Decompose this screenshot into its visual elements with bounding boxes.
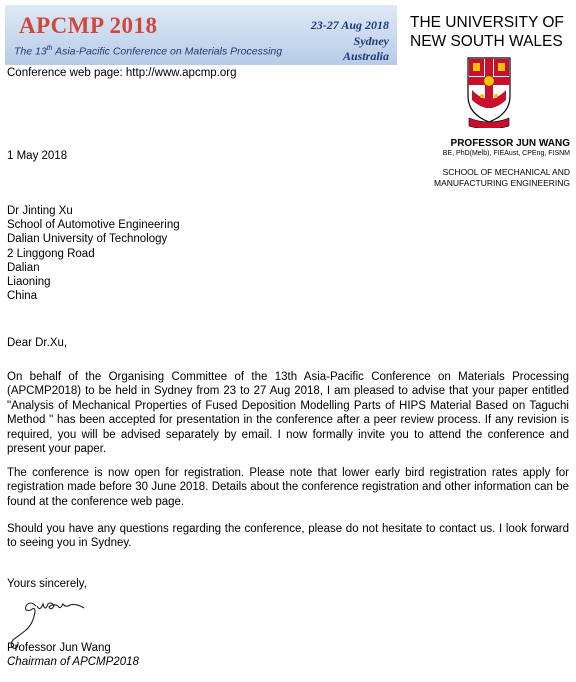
university-crest-icon — [466, 56, 512, 128]
address-line: Dalian — [7, 261, 40, 274]
professor-credentials: BE, PhD(Melb), FIEAust, CPEng, FISNM — [442, 150, 570, 157]
address-line: 2 Linggong Road — [7, 247, 95, 260]
banner-dates: 23-27 Aug 2018 — [310, 18, 389, 32]
signer-title: Chairman of APCMP2018 — [7, 656, 139, 668]
salutation: Dear Dr.Xu, — [7, 337, 68, 349]
banner-title: APCMP 2018 — [19, 13, 158, 38]
address-line: Dalian University of Technology — [7, 233, 168, 246]
banner-country: Australia — [342, 49, 389, 63]
closing: Yours sincerely, — [7, 578, 87, 590]
body-paragraph-1: On behalf of the Organising Committee of the 13th Asia-Pacific Conference on Materials Processing (APCMP2018) to be held in Sydney from 23 to 27 Aug 2018, I am pleased to advise that your paper entitled "Analysis of Mechanical Properties of Fused Deposition Modelling Parts of HIPS Material Based on Taguchi Method " has been accepted for presentation in the conference after a peer review process. If any revision is required, you will be advised separately by email. I now formally invite you to attend the conference and present your paper. — [7, 371, 569, 456]
body-paragraph-2: The conference is now open for registration. Please note that lower early bird registration rates apply for registration made before 30 June 2018. Details about the conference registration and other information can be found at the conference web page. — [7, 467, 569, 508]
address-line: School of Automotive Engineering — [7, 219, 180, 232]
body-paragraph-3: Should you have any questions regarding the conference, please do not hesitate to contact us. I look forward to seeing you in Sydney. — [7, 523, 569, 550]
school-name — [395, 167, 570, 189]
address-line: Liaoning — [7, 276, 51, 289]
banner-city: Sydney — [353, 34, 389, 48]
school-line-1: SCHOOL OF MECHANICAL AND — [442, 167, 570, 177]
university-name — [410, 13, 575, 51]
letter-date: 1 May 2018 — [7, 150, 68, 162]
signer-name: Professor Jun Wang — [7, 642, 111, 654]
address-line: Dr Jinting Xu — [7, 205, 73, 217]
school-line-2: MANUFACTURING ENGINEERING — [433, 178, 570, 188]
recipient-address — [7, 204, 180, 303]
professor-name: PROFESSOR JUN WANG — [450, 138, 570, 149]
university-line-2: NEW SOUTH WALES — [410, 33, 563, 50]
conference-banner — [5, 5, 397, 65]
conference-web-page: Conference web page: http://www.apcmp.org — [7, 67, 237, 79]
address-line: China — [7, 290, 38, 303]
banner-subtitle: The 13th Asia-Pacific Conference on Materials Processing — [14, 45, 283, 58]
university-line-1: THE UNIVERSITY OF — [410, 14, 564, 31]
